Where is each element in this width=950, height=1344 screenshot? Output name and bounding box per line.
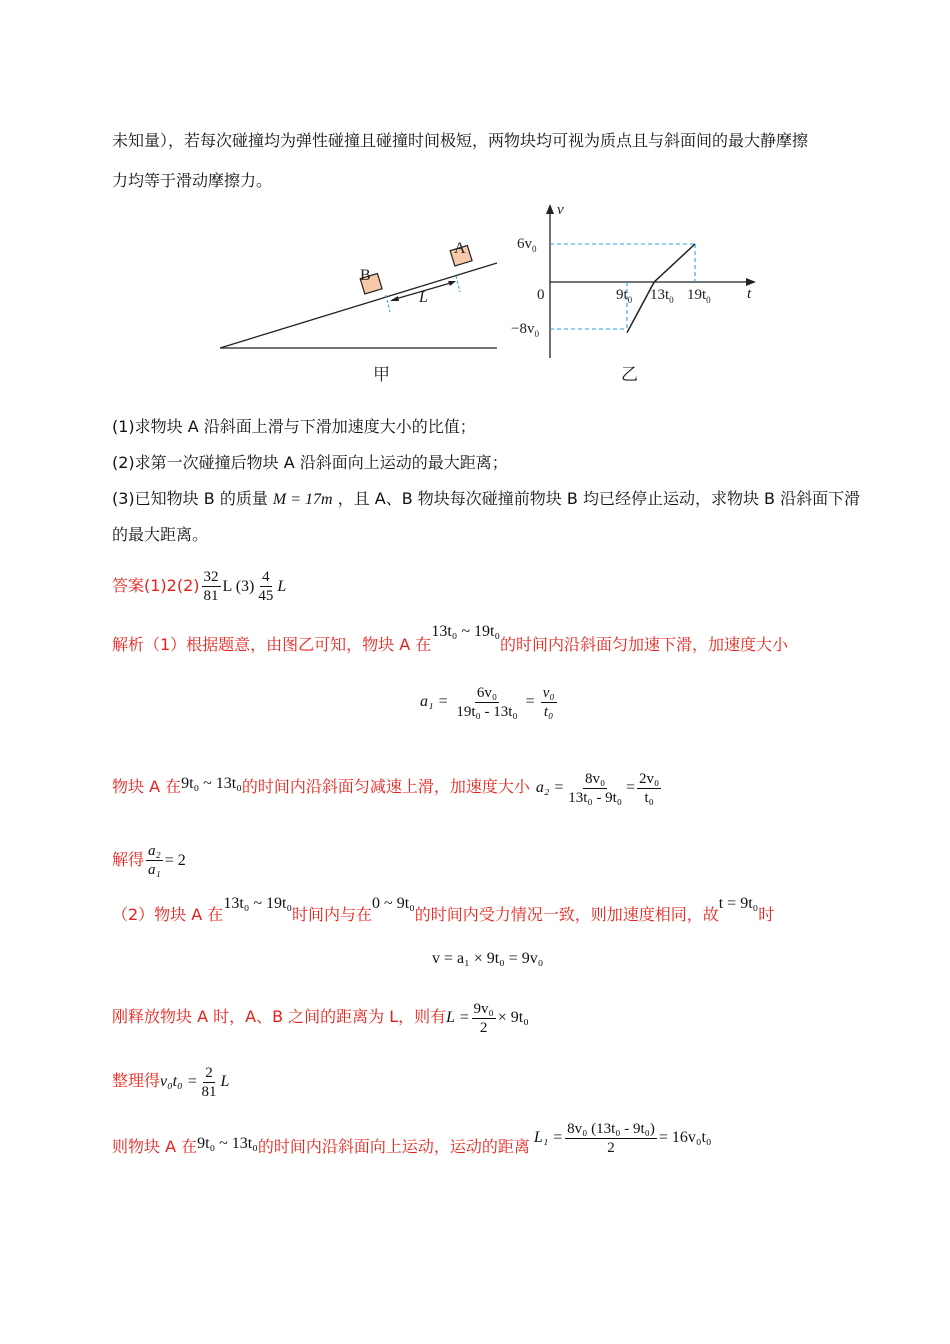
equation-a1: a₁ = $\frac{\text{6v₀}}{\text{19t₀ - 13t₀}}$ = $\frac{\text{v₀}}{\text{t₀}}$ (420, 685, 555, 720)
s6-pre: 整理得 (112, 1071, 161, 1091)
caption-jia: 甲 (373, 365, 390, 384)
s2-pre: 物块 A 在 (112, 777, 182, 797)
figure-incline (210, 230, 510, 390)
q3-mass: M = 17m (272, 491, 333, 508)
s3-post: = 2 (164, 852, 186, 869)
s2-post: 的时间内沿斜面匀减速上滑，加速度大小 (241, 777, 530, 797)
solution-line-2 (112, 770, 663, 807)
figure-vt-graph (505, 198, 775, 388)
s5-pre: 刚释放物块 A 时，A、B 之间的距离为 L，则有 (112, 1007, 447, 1027)
label-a: A (454, 240, 466, 257)
intro-line-1: 未知量），若每次碰撞均为弹性碰撞且碰撞时间极短，两物块均可视为质点且与斜面间的最大静摩擦 (112, 131, 809, 150)
solution-line-1 (112, 623, 789, 657)
s3-pre: 解得 (112, 850, 145, 869)
q3-pre: (3)已知物块 B 的质量 (112, 489, 268, 508)
x-tick-13: $13t_0$ (650, 287, 674, 305)
caption-yi: 乙 (621, 365, 638, 384)
s7-range: 9t₀ ~ 13t₀ (197, 1135, 258, 1153)
answer-frac-2: $\frac{4}{45}$ (258, 569, 274, 604)
equation-v: v = a₁ × 9t₀ = 9v₀ (432, 950, 544, 967)
s7-eq: L₁ = $\frac{\text{8v₀ (13t₀ - 9t₀)}}{2}$ = 16v₀t₀ (533, 1121, 712, 1156)
answer-frac-1: $\frac{32}{81}$ (203, 569, 219, 604)
s7-pre: 则物块 A 在 (112, 1137, 198, 1157)
x-tick-19: $19t_0$ (687, 287, 711, 305)
axis-t-label: t (747, 286, 752, 302)
origin-label: 0 (537, 287, 545, 303)
incline-slope (220, 263, 497, 348)
solution-line-4 (112, 895, 775, 927)
s4-mid: 时间内与在 (292, 905, 373, 924)
question-1: (1)求物块 A 沿斜面上滑与下滑加速度大小的比值； (112, 417, 476, 436)
s4-range-1: 13t₀ ~ 19t₀ (223, 895, 293, 912)
answer-line (112, 568, 286, 605)
label-l: L (419, 289, 428, 306)
s2-range: 9t₀ ~ 13t₀ (181, 775, 242, 793)
question-3-line-2: 的最大距离。 (112, 525, 209, 544)
y-tick-pos: $6v_0$ (517, 236, 537, 254)
s1-range: 13t₀ ~ 19t₀ (431, 623, 501, 640)
y-tick-neg: $-8v_0$ (511, 321, 539, 339)
eq-a2: a₂ = $\frac{\text{8v₀}}{\text{13t₀ - 9t₀}}$ = $\frac{\text{2v₀}}{\text{t₀}}$ (535, 771, 660, 806)
s4-post: 时 (758, 905, 775, 924)
solution-line-5 (112, 1000, 529, 1037)
s1-post: 的时间内沿斜面匀加速下滑，加速度大小 (500, 635, 789, 654)
s4-mid2: 的时间内受力情况一致，则加速度相同，故 (414, 905, 719, 924)
x-tick-9: $9t_0$ (616, 287, 633, 305)
s7-post: 的时间内沿斜面向上运动，运动的距离 (257, 1137, 530, 1157)
answer-mid: L (3) (222, 578, 255, 595)
s5-eq: L = $\frac{\text{9v₀}}{2}$ × 9t₀ (446, 1001, 529, 1036)
question-3 (112, 488, 860, 511)
question-2: (2)求第一次碰撞后物块 A 沿斜面向上运动的最大距离； (112, 453, 508, 472)
q3-post: ，且 A、B 物块每次碰撞前物块 B 均已经停止运动，求物块 B 沿斜面下滑 (337, 489, 861, 508)
s4-range-2: 0 ~ 9t₀ (372, 895, 415, 912)
axis-v-label: v (557, 202, 564, 218)
label-b: B (360, 267, 371, 284)
s4-pre: （2）物块 A 在 (112, 905, 224, 924)
solution-line-7 (112, 1121, 712, 1167)
solution-line-6 (112, 1064, 229, 1101)
solution-line-3 (112, 842, 186, 879)
s1-pre: 解析（1）根据题意，由图乙可知，物块 A 在 (112, 635, 432, 654)
s4-t: t = 9t₀ (718, 895, 759, 912)
answer-suffix: L (277, 578, 287, 595)
s6-eq: v₀t₀ = $\frac{2}{81}$ L (160, 1065, 230, 1100)
s3-frac: $\frac{\text{a₂}}{\text{a₁}}$ (148, 843, 161, 878)
intro-line-2: 力均等于滑动摩擦力。 (112, 171, 273, 190)
answer-prefix: 答案(1)2(2) (112, 576, 200, 595)
